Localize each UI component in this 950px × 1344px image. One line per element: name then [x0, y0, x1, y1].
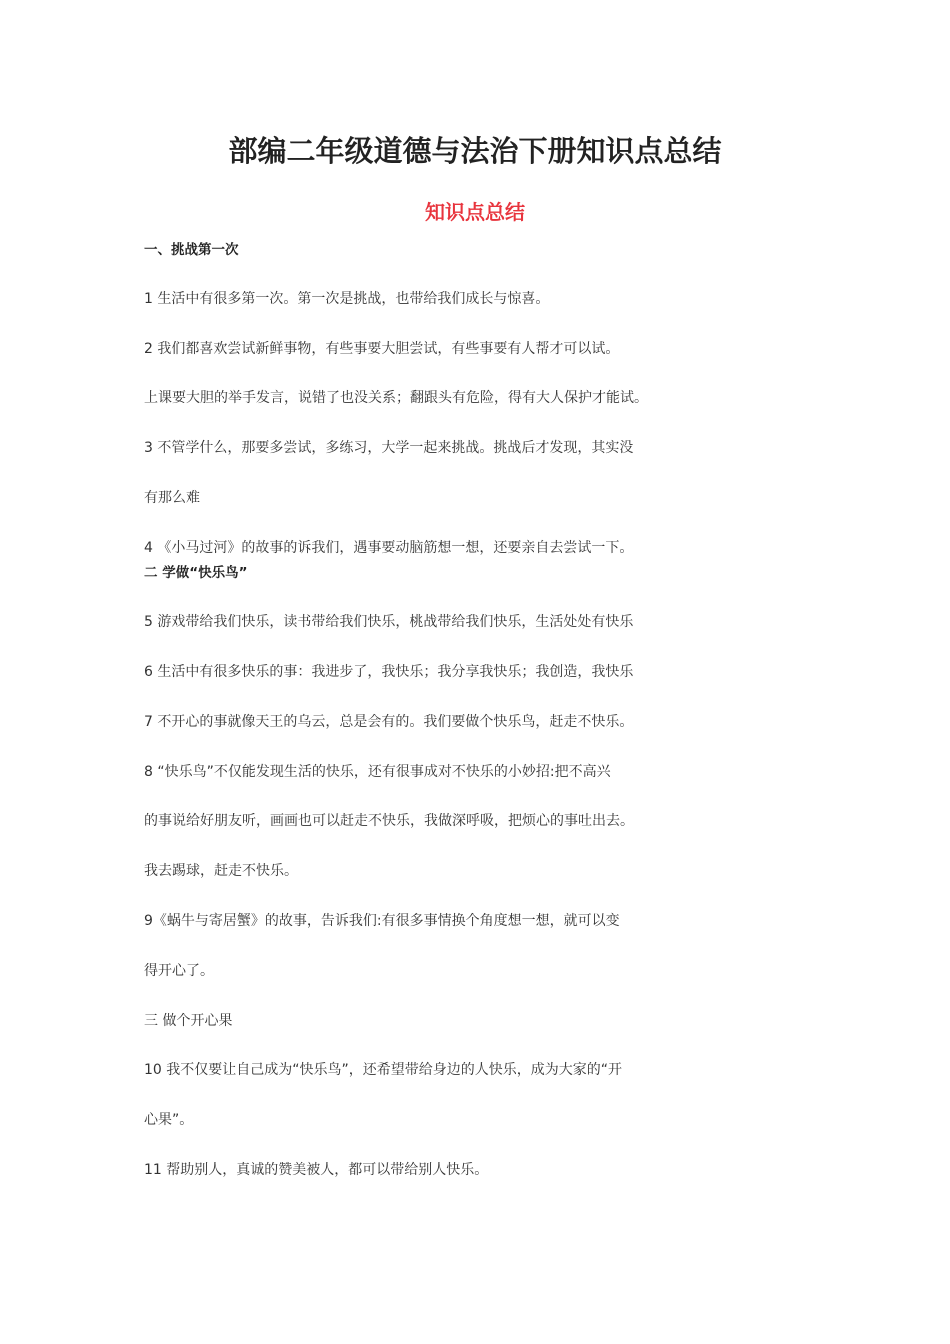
paragraph-line: 的事说给好朋友听，画画也可以赶走不快乐，我做深呼吸，把烦心的事吐出去。	[144, 813, 634, 829]
paragraph-line: 3 不管学什么，那要多尝试，多练习，大学一起来挑战。挑战后才发现，其实没	[144, 440, 634, 456]
paragraph-line: 6 生活中有很多快乐的事：我进步了，我快乐；我分享我快乐；我创造，我快乐	[144, 664, 634, 680]
paragraph-line: 10 我不仅要让自己成为“快乐鸟”，还希望带给身边的人快乐，成为大家的“开	[144, 1062, 623, 1078]
paragraph-line: 8 “快乐鸟”不仅能发现生活的快乐，还有很事成对不快乐的小妙招:把不高兴	[144, 764, 611, 780]
heading-3: 三 做个开心果	[144, 1013, 233, 1029]
paragraph-line: 7 不开心的事就像天王的乌云，总是会有的。我们要做个快乐鸟，赶走不快乐。	[144, 714, 634, 730]
paragraph-line: 1 生活中有很多第一次。第一次是挑战，也带给我们成长与惊喜。	[144, 291, 550, 307]
paragraph-line: 得开心了。	[144, 963, 214, 979]
document-title: 部编二年级道德与法治下册知识点总结	[228, 134, 722, 168]
paragraph-line: 5 游戏带给我们快乐，读书带给我们快乐，桃战带给我们快乐，生活处处有快乐	[144, 614, 634, 630]
heading-2: 二 学做“快乐鸟”	[144, 565, 248, 581]
paragraph-line: 2 我们都喜欢尝试新鲜事物，有些事要大胆尝试，有些事要有人帮才可以试。	[144, 341, 620, 357]
paragraph-line: 4 《小马过河》的故事的诉我们，遇事要动脑筋想一想，还要亲自去尝试一下。	[144, 540, 634, 556]
heading-1: 一、挑战第一次	[144, 242, 239, 258]
paragraph-line: 11 帮助别人，真诚的赞美被人，都可以带给别人快乐。	[144, 1162, 489, 1178]
paragraph-line: 有那么难	[144, 490, 200, 506]
paragraph-line: 上课要大胆的举手发言，说错了也没关系；翻跟头有危险，得有大人保护才能试。	[144, 390, 648, 406]
paragraph-line: 我去踢球，赶走不快乐。	[144, 863, 298, 879]
paragraph-line: 9《蜗牛与寄居蟹》的故事，告诉我们:有很多事情换个角度想一想，就可以变	[144, 913, 620, 929]
paragraph-line: 心果”。	[144, 1112, 194, 1128]
section-subtitle: 知识点总结	[425, 200, 525, 224]
